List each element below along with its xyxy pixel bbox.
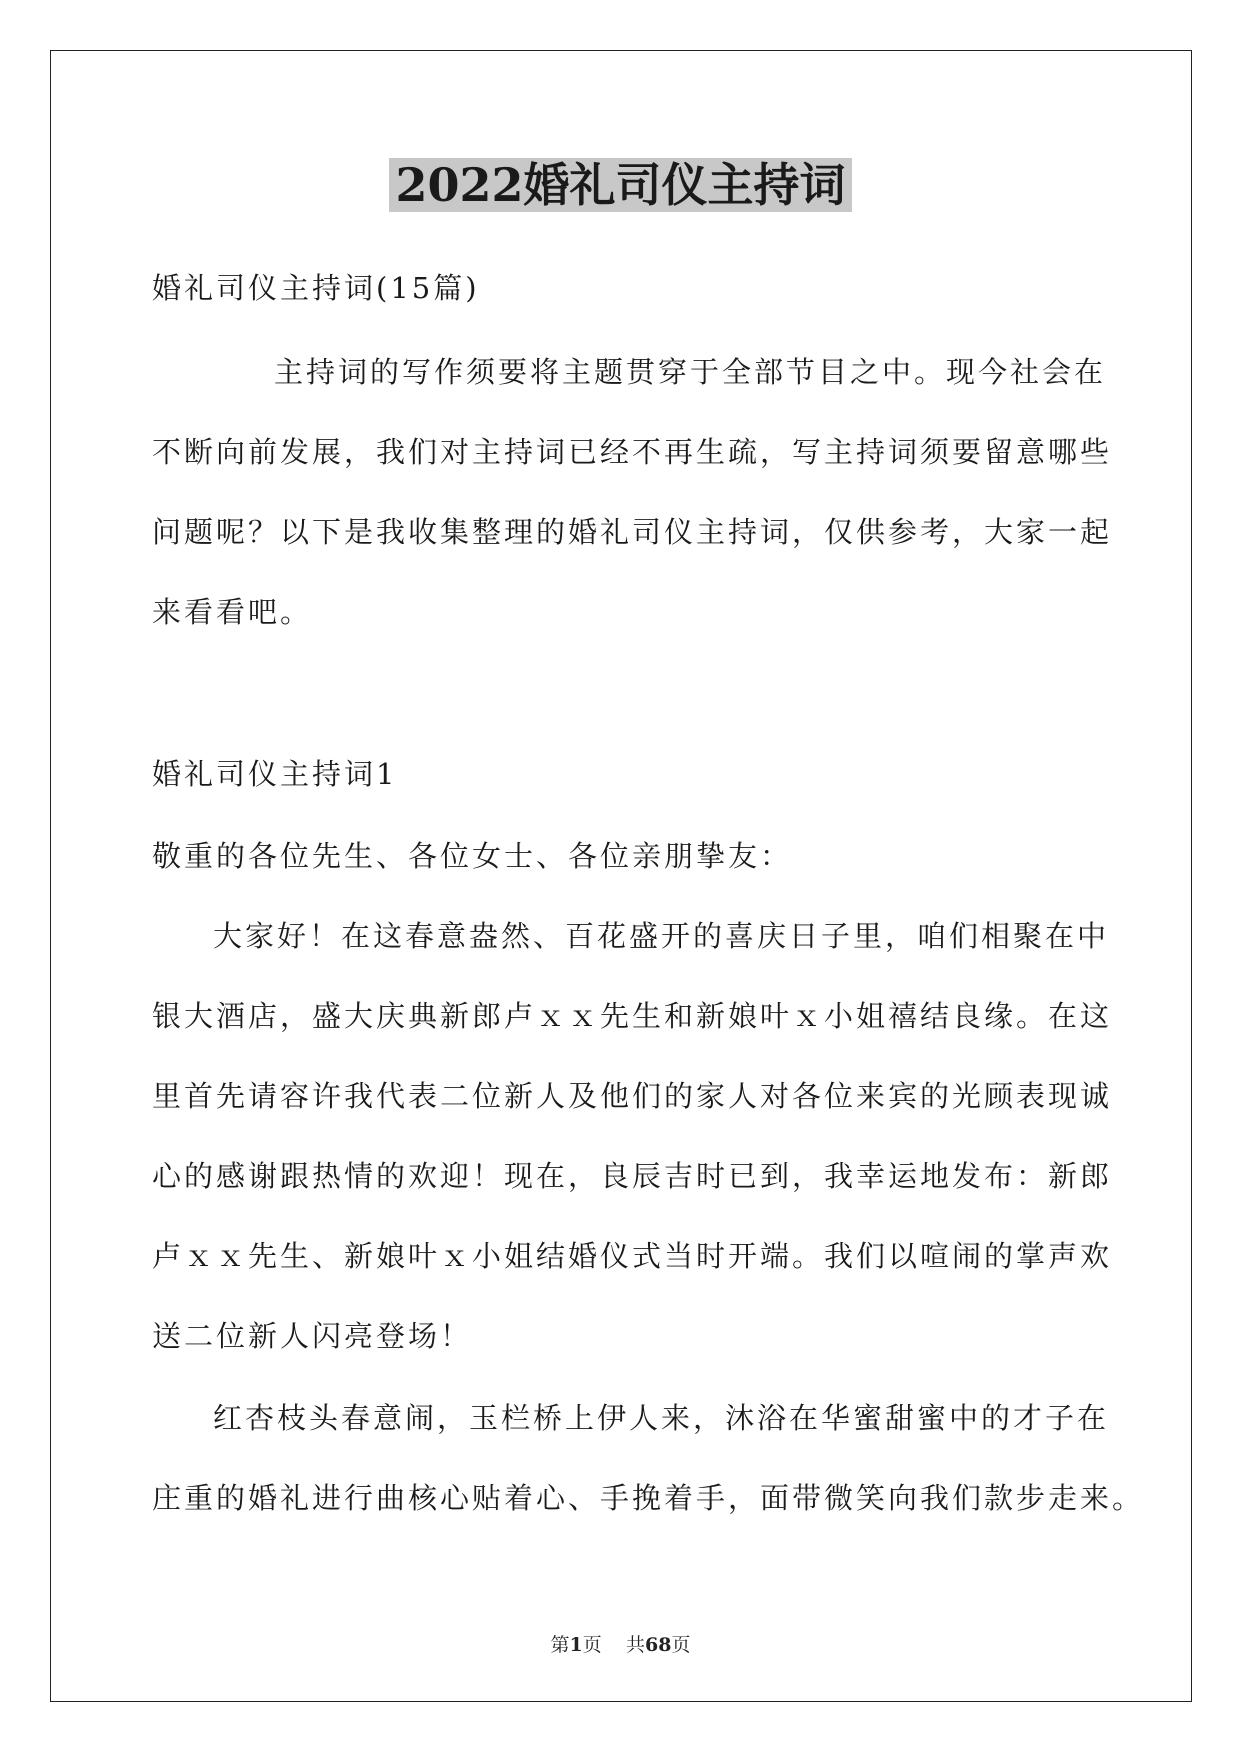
footer-page-suffix: 页 [582,1634,602,1656]
salutation: 敬重的各位先生、各位女士、各位亲朋挚友： [152,839,793,873]
body-line-1: 大家好！在这春意盎然、百花盛开的喜庆日子里，咱们相聚在中 [213,919,1110,953]
body-line-7: 红杏枝头春意闹，玉栏桥上伊人来，沐浴在华蜜甜蜜中的才子在 [213,1401,1110,1435]
document-title-text: 2022婚礼司仪主持词 [389,158,851,212]
body-line-4: 心的感谢跟热情的欢迎！现在，良辰吉时已到，我幸运地发布：新郎 [152,1159,1113,1193]
footer-page-number: 1 [569,1634,583,1656]
section-heading: 婚礼司仪主持词1 [152,757,398,791]
page-footer [0,1630,1241,1657]
footer-page-prefix: 第 [550,1634,570,1656]
intro-line-4: 来看看吧。 [152,595,313,629]
body-line-5: 卢ｘｘ先生、新娘叶ｘ小姐结婚仪式当时开端。我们以喧闹的掌声欢 [152,1239,1113,1273]
footer-total-pages: 68 [644,1634,672,1656]
body-line-2: 银大酒店，盛大庆典新郎卢ｘｘ先生和新娘叶ｘ小姐禧结良缘。在这 [152,999,1113,1033]
intro-line-3: 问题呢？以下是我收集整理的婚礼司仪主持词，仅供参考，大家一起 [152,515,1113,549]
body-line-3: 里首先请容许我代表二位新人及他们的家人对各位来宾的光顾表现诚 [152,1079,1113,1113]
footer-total-suffix: 页 [671,1634,691,1656]
body-line-6: 送二位新人闪亮登场！ [152,1319,473,1353]
document-title [0,155,1241,215]
body-line-8: 庄重的婚礼进行曲核心贴着心、手挽着手，面带微笑向我们款步走来。 [152,1481,1145,1515]
intro-line-1: 主持词的写作须要将主题贯穿于全部节目之中。现今社会在 [274,355,1107,389]
intro-line-2: 不断向前发展，我们对主持词已经不再生疏，写主持词须要留意哪些 [152,435,1113,469]
footer-total-prefix: 共 [625,1634,645,1656]
document-subtitle: 婚礼司仪主持词(15篇) [152,271,480,305]
